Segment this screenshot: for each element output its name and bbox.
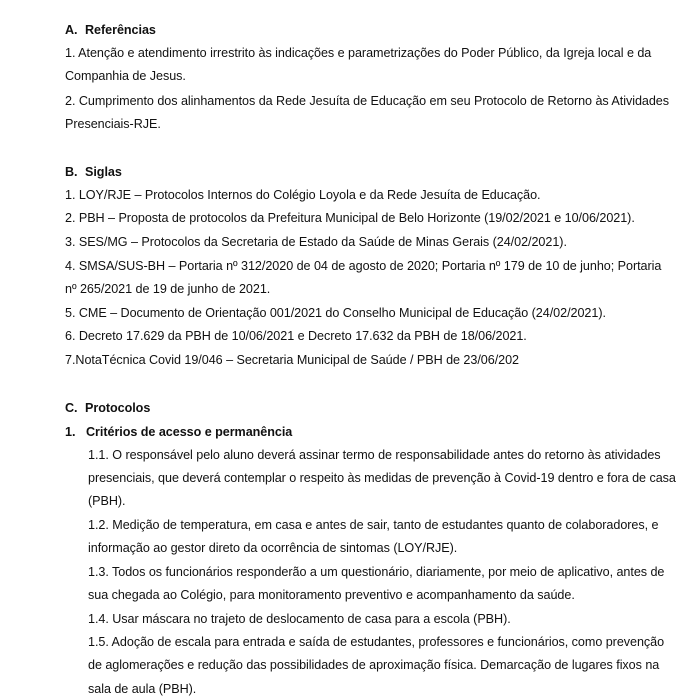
section-c-subsection-heading <box>65 424 640 440</box>
section-c-line-8: 1.4. Usar máscara no trajeto de deslocamento de casa para a escola (PBH). <box>88 612 511 626</box>
section-a-line-2: Companhia de Jesus. <box>65 69 186 83</box>
section-b-title: Siglas <box>85 165 122 179</box>
section-a-line-4: Presenciais-RJE. <box>65 117 161 131</box>
section-b-letter: B. <box>65 165 78 179</box>
subsection-title: Critérios de acesso e permanência <box>86 425 293 439</box>
section-b-line-5: nº 265/2021 de 19 de junho de 2021. <box>65 282 271 296</box>
section-b-line-7: 6. Decreto 17.629 da PBH de 10/06/2021 e Decreto 17.632 da PBH de 18/06/2021. <box>65 329 527 343</box>
section-a-title: Referências <box>85 23 156 37</box>
section-b-line-8: 7.NotaTécnica Covid 19/046 – Secretaria Municipal de Saúde / PBH de 23/06/202 <box>65 353 520 367</box>
section-c-line-10: de aglomerações e redução das possibilidades de aproximação física. Demarcação de lugares fixos na <box>88 658 660 672</box>
section-c-title: Protocolos <box>85 401 151 415</box>
subsection-number: 1. <box>65 425 76 439</box>
section-a-line-3: 2. Cumprimento dos alinhamentos da Rede Jesuíta de Educação em seu Protocolo de Retorno às Atividades <box>65 94 670 108</box>
section-c-line-2: presenciais, que deverá contemplar o respeito às medidas de prevenção à Covid-19 dentro e fora de casa <box>88 471 676 485</box>
section-c-heading <box>65 400 640 416</box>
section-a-line-1: 1. Atenção e atendimento irrestrito às indicações e parametrizações do Poder Público, da Igreja local e da <box>65 46 652 60</box>
section-c-line-11: sala de aula (PBH). <box>88 682 197 696</box>
section-b-heading <box>65 164 640 180</box>
section-c-line-9: 1.5. Adoção de escala para entrada e saída de estudantes, professores e funcionários, como prevenção <box>88 635 665 649</box>
section-b-line-6: 5. CME – Documento de Orientação 001/2021 do Conselho Municipal de Educação (24/02/2021). <box>65 306 606 320</box>
section-b-line-1: 1. LOY/RJE – Protocolos Internos do Colégio Loyola e da Rede Jesuíta de Educação. <box>65 188 541 202</box>
section-a-letter: A. <box>65 23 78 37</box>
section-c-line-7: sua chegada ao Colégio, para monitoramento preventivo e acompanhamento da saúde. <box>88 588 575 602</box>
section-c-line-4: 1.2. Medição de temperatura, em casa e antes de sair, tanto de estudantes quanto de colaboradores, e <box>88 518 659 532</box>
section-b-line-3: 3. SES/MG – Protocolos da Secretaria de Estado da Saúde de Minas Gerais (24/02/2021). <box>65 235 567 249</box>
section-c-line-6: 1.3. Todos os funcionários responderão a um questionário, diariamente, por meio de aplicativo, antes de <box>88 565 665 579</box>
section-a-heading <box>65 22 640 38</box>
section-b-line-2: 2. PBH – Proposta de protocolos da Prefeitura Municipal de Belo Horizonte (19/02/2021 e 10/06/2021). <box>65 211 635 225</box>
section-b-line-4: 4. SMSA/SUS-BH – Portaria nº 312/2020 de 04 de agosto de 2020; Portaria nº 179 de 10 de junho; Portaria <box>65 259 662 273</box>
section-c-letter: C. <box>65 401 78 415</box>
section-c-line-1: 1.1. O responsável pelo aluno deverá assinar termo de responsabilidade antes do retorno às atividades <box>88 448 661 462</box>
section-c-line-5: informação ao gestor direto da ocorrência de sintomas (LOY/RJE). <box>88 541 458 555</box>
section-c-line-3: (PBH). <box>88 494 126 508</box>
